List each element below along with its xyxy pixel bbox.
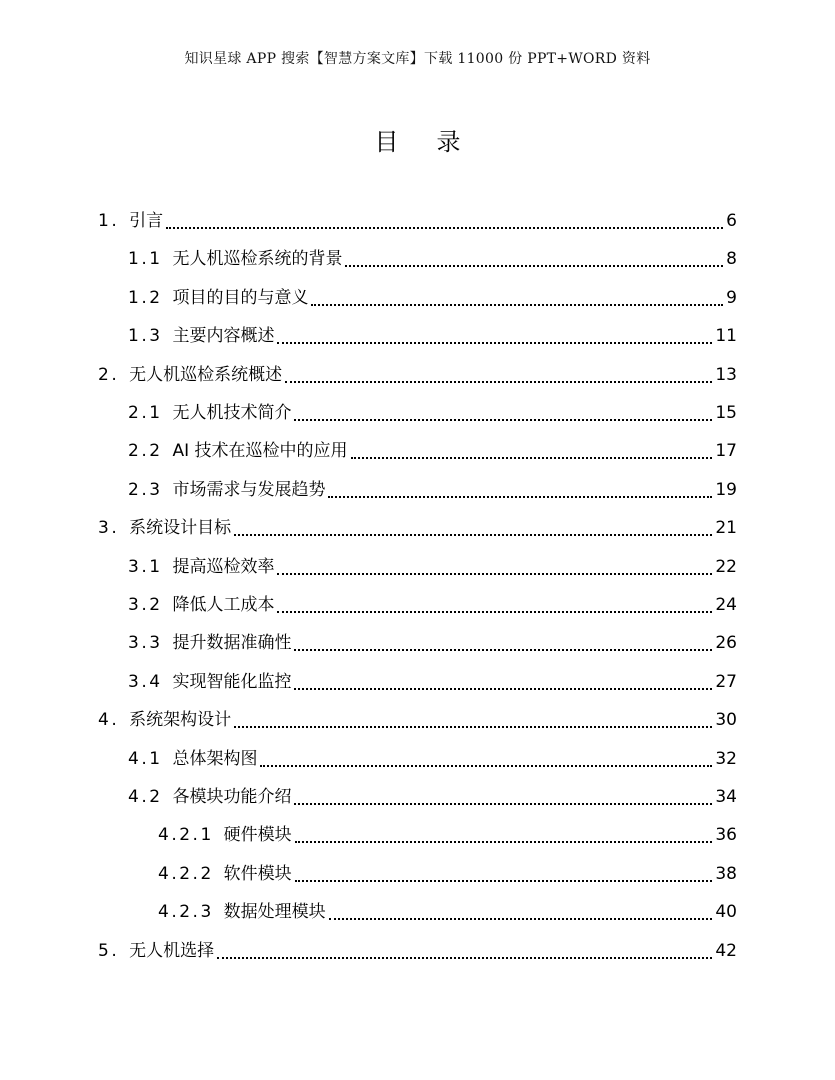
- toc-entry-page: 26: [715, 633, 737, 654]
- toc-entry-spacer: [119, 940, 127, 962]
- toc-dot-leader: [260, 765, 712, 767]
- toc-entry[interactable]: [128, 471, 737, 501]
- toc-entry-title: 系统设计目标: [129, 518, 232, 539]
- toc-entry-number: 2.2: [128, 441, 163, 462]
- toc-entry-number: 4.2: [128, 787, 163, 807]
- toc-dot-leader: [234, 534, 712, 536]
- toc-entry-title: 数据处理模块: [223, 902, 326, 923]
- toc-entry-page: 24: [715, 595, 737, 615]
- toc-entry-number: 2.1: [128, 403, 163, 423]
- toc-entry-spacer: [163, 632, 171, 654]
- toc-entry-page: 22: [715, 556, 737, 577]
- toc-entry-title: 硬件模块: [223, 825, 292, 846]
- toc-dot-leader: [234, 726, 712, 728]
- toc-entry-page: 19: [715, 479, 737, 500]
- toc-entry[interactable]: [128, 778, 737, 808]
- toc-entry-page: 36: [715, 825, 737, 846]
- toc-dot-leader: [294, 803, 712, 805]
- toc-entry[interactable]: [98, 509, 737, 539]
- toc-entry-number: 3.4: [128, 671, 163, 692]
- toc-entry[interactable]: [158, 855, 737, 885]
- toc-entry-title: 无人机技术简介: [172, 403, 292, 423]
- toc-entry-spacer: [163, 786, 171, 808]
- toc-entry-number: 4.: [98, 710, 120, 731]
- toc-entry-page: 11: [715, 326, 737, 347]
- toc-entry-number: 4.2.3: [158, 902, 214, 923]
- toc-entry-title: 无人机巡检系统概述: [129, 364, 283, 385]
- toc-entry-title: 降低人工成本: [172, 595, 275, 615]
- toc-entry-number: 3.2: [128, 595, 163, 615]
- toc-dot-leader: [295, 841, 713, 843]
- toc-entry[interactable]: [128, 279, 737, 309]
- toc-entry-title: 无人机巡检系统的背景: [172, 249, 343, 270]
- toc-entry-number: 3.3: [128, 633, 163, 654]
- toc-entry-page: 38: [715, 863, 737, 884]
- toc-entry-spacer: [119, 709, 127, 731]
- toc-entry[interactable]: [98, 932, 737, 962]
- toc-entry-spacer: [163, 325, 171, 347]
- toc-entry-title: 各模块功能介绍: [172, 787, 292, 807]
- toc-dot-leader: [294, 688, 712, 690]
- toc-dot-leader: [294, 419, 712, 421]
- toc-entry-number: 1.2: [128, 287, 163, 308]
- toc-entry-title: 提升数据准确性: [172, 633, 292, 654]
- toc-entry-spacer: [163, 248, 171, 270]
- toc-entry-spacer: [214, 901, 222, 923]
- toc-entry-title: 项目的目的与意义: [172, 287, 309, 308]
- toc-entry-number: 4.2.2: [158, 863, 214, 884]
- toc-entry-spacer: [163, 479, 171, 501]
- toc-entry[interactable]: [128, 240, 737, 270]
- toc-dot-leader: [277, 611, 712, 613]
- toc-entry[interactable]: [128, 317, 737, 347]
- toc-entry-number: 4.2.1: [158, 825, 214, 846]
- toc-entry[interactable]: [128, 548, 737, 578]
- toc-entry[interactable]: [128, 624, 737, 654]
- toc-entry-number: 2.: [98, 364, 120, 385]
- toc-entry-title: AI 技术在巡检中的应用: [172, 441, 348, 462]
- toc-entry-number: 2.3: [128, 479, 163, 500]
- toc-entry-number: 5.: [98, 940, 120, 961]
- toc-entry-number: 3.1: [128, 556, 163, 577]
- toc-entry[interactable]: [98, 202, 737, 232]
- toc-entry[interactable]: [98, 356, 737, 386]
- toc-entry[interactable]: [128, 740, 737, 770]
- toc-entry-spacer: [119, 517, 127, 539]
- toc-entry[interactable]: [158, 816, 737, 846]
- toc-entry[interactable]: [128, 586, 737, 616]
- header-note: 知识星球 APP 搜索【智慧方案文库】下载 11000 份 PPT+WORD 资料: [184, 51, 651, 67]
- toc-entry[interactable]: [128, 394, 737, 424]
- toc-entry-page: 42: [715, 940, 737, 961]
- toc-dot-leader: [345, 265, 723, 267]
- toc-entry-page: 34: [715, 787, 737, 807]
- toc-entry-number: 1.: [98, 211, 120, 231]
- toc-entry-page: 21: [715, 518, 737, 539]
- toc-entry-page: 17: [715, 441, 737, 462]
- toc-entry-title: 实现智能化监控: [172, 671, 292, 692]
- toc-entry-title: 引言: [129, 211, 164, 231]
- toc-entry-spacer: [163, 671, 171, 693]
- toc-dot-leader: [217, 957, 712, 959]
- toc-entry-title: 系统架构设计: [129, 710, 232, 731]
- toc-dot-leader: [295, 880, 713, 882]
- toc-dot-leader: [351, 457, 713, 459]
- toc-entry[interactable]: [128, 432, 737, 462]
- toc-dot-leader: [329, 918, 713, 920]
- toc-entry-spacer: [214, 863, 222, 885]
- toc-dot-leader: [285, 381, 712, 383]
- toc-entry-spacer: [214, 824, 222, 846]
- toc-entry-title: 主要内容概述: [172, 326, 275, 347]
- toc-entry-page: 13: [715, 364, 737, 385]
- toc-entry-spacer: [119, 210, 127, 232]
- toc-entry-number: 1.1: [128, 249, 163, 270]
- page-title: 目录: [374, 128, 499, 156]
- toc-entry-spacer: [163, 748, 171, 770]
- toc-entry-page: 27: [715, 671, 737, 692]
- toc-entry-page: 40: [715, 902, 737, 923]
- toc-entry-title: 总体架构图: [172, 748, 258, 769]
- toc-entry[interactable]: [98, 701, 737, 731]
- toc-entry[interactable]: [128, 663, 737, 693]
- toc-entry-title: 市场需求与发展趋势: [172, 479, 326, 500]
- toc-entry-title: 提高巡检效率: [172, 556, 275, 577]
- toc-entry-spacer: [163, 440, 171, 462]
- toc-entry-number: 3.: [98, 518, 120, 539]
- toc-entry-number: 1.3: [128, 326, 163, 347]
- toc-entry-page: 9: [726, 287, 737, 308]
- toc-dot-leader: [277, 573, 712, 575]
- toc-entry-spacer: [163, 594, 171, 616]
- toc-entry-page: 32: [715, 748, 737, 769]
- toc-entry-title: 软件模块: [223, 863, 292, 884]
- toc-entry[interactable]: [158, 893, 737, 923]
- toc-dot-leader: [294, 649, 712, 651]
- toc-dot-leader: [166, 227, 723, 229]
- toc-entry-page: 30: [715, 710, 737, 731]
- toc-entry-spacer: [163, 287, 171, 309]
- toc-dot-leader: [311, 304, 723, 306]
- toc-entry-number: 4.1: [128, 748, 163, 769]
- toc-entry-page: 8: [726, 249, 737, 270]
- toc-entry-title: 无人机选择: [129, 940, 215, 961]
- toc-entry-spacer: [163, 402, 171, 424]
- toc-entry-page: 6: [726, 211, 737, 231]
- toc-dot-leader: [328, 496, 712, 498]
- toc-entry-page: 15: [715, 403, 737, 423]
- toc-entry-spacer: [119, 364, 127, 386]
- toc-dot-leader: [277, 342, 712, 344]
- toc-entry-spacer: [163, 556, 171, 578]
